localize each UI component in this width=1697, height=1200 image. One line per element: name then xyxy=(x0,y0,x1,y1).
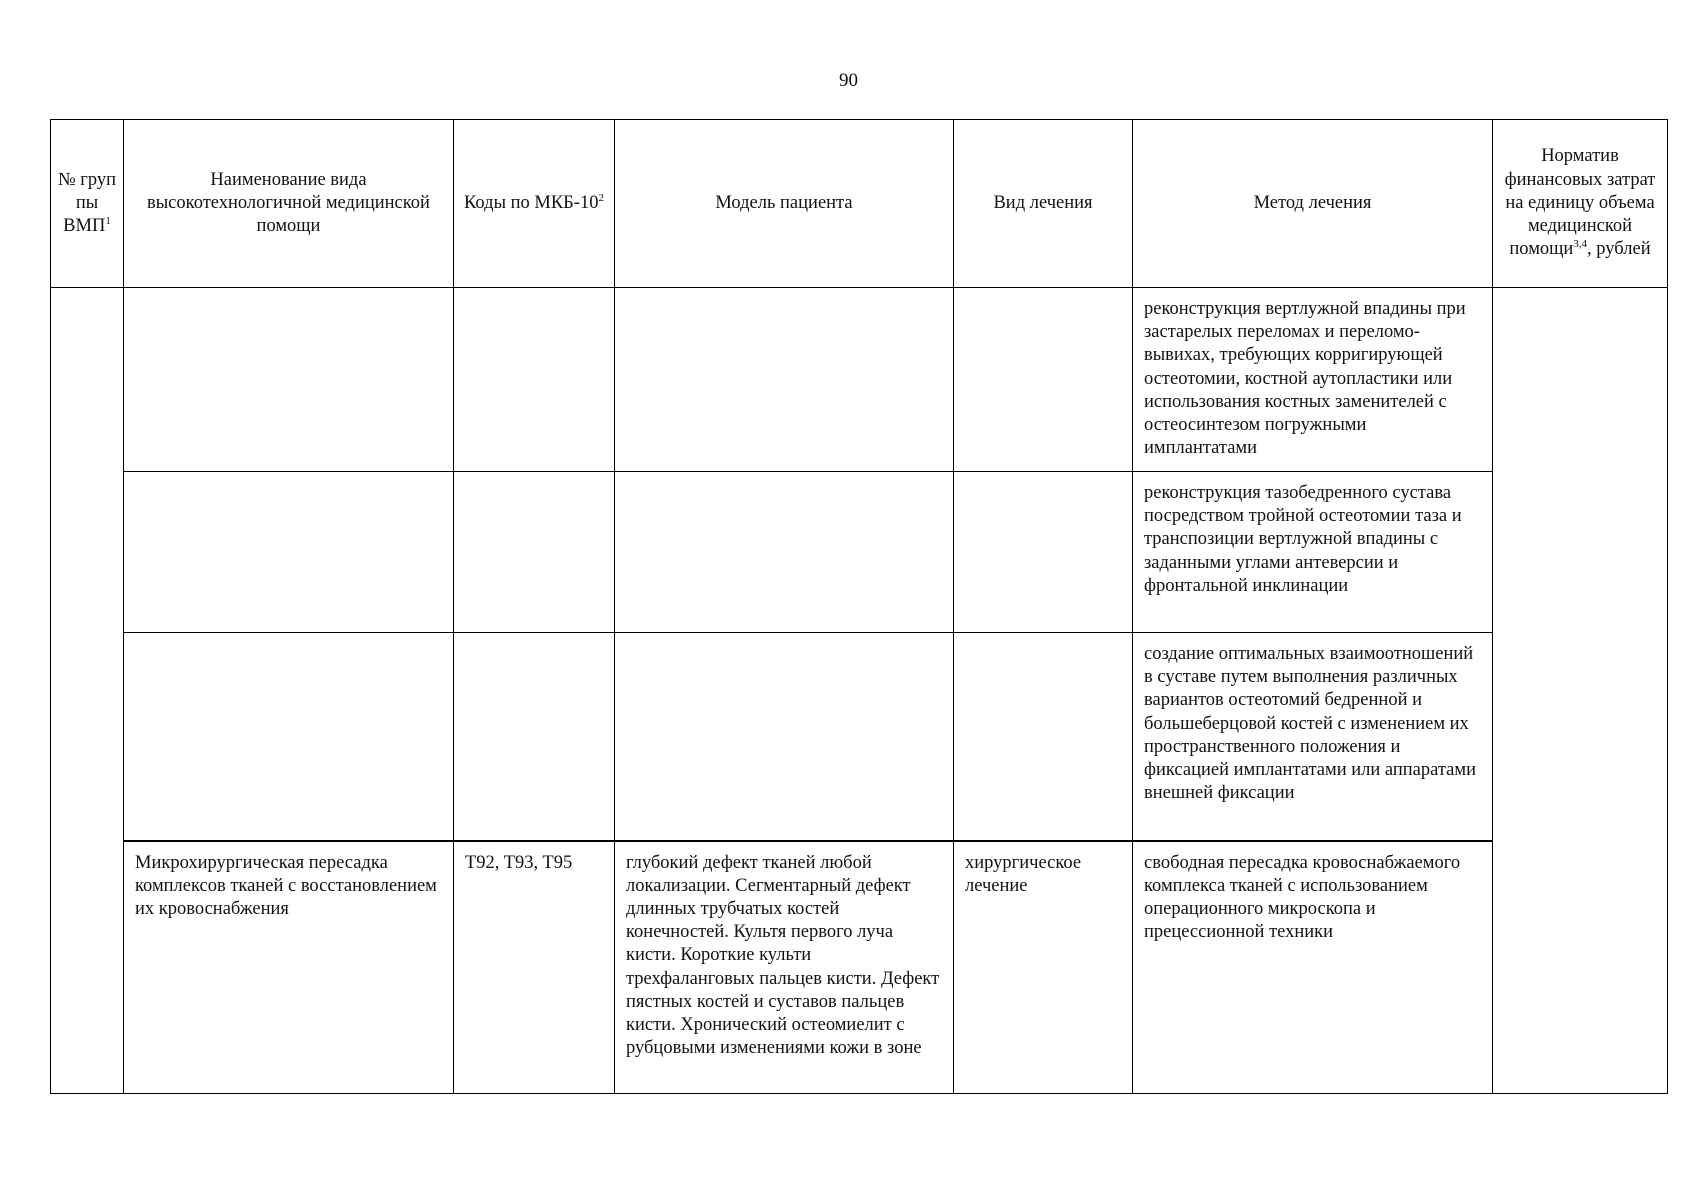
name-cell xyxy=(124,633,454,841)
type-cell xyxy=(954,633,1133,841)
codes-text: T92, T93, T95 xyxy=(465,852,573,873)
codes-cell xyxy=(454,841,615,1094)
name-text: Микрохирургическая пересадка комплексов тканей с восстановлением их кровоснабжения xyxy=(135,852,437,919)
type-cell xyxy=(954,841,1133,1094)
model-cell xyxy=(615,633,954,841)
table-row xyxy=(51,472,1668,633)
header-icd-codes: Коды по МКБ-$10^2$ xyxy=(454,120,615,288)
method-cell xyxy=(1133,841,1493,1094)
method-cell xyxy=(1133,288,1493,472)
codes-cell xyxy=(454,472,615,633)
type-cell xyxy=(954,472,1133,633)
method-cell xyxy=(1133,472,1493,633)
model-cell xyxy=(615,472,954,633)
table-row xyxy=(51,633,1668,841)
header-treatment-type: Вид лечения xyxy=(954,120,1133,288)
method-cell xyxy=(1133,633,1493,841)
table-row xyxy=(51,841,1668,1094)
method-text: реконструкция тазобедренного сустава посредством тройной остеотомии таза и транспозиции вертлужной впадины с заданными углами антеверсии и фронтальной инклинации xyxy=(1144,483,1462,596)
header-norm: Норматив финансовых затрат на единицу объема медицинской помощи$^{3,4}$, рублей xyxy=(1493,120,1668,288)
type-text: хирургическое лечение xyxy=(965,852,1082,896)
type-cell xyxy=(954,288,1133,472)
model-cell xyxy=(615,841,954,1094)
page-number: 90 xyxy=(839,70,858,91)
header-name: Наименование вида высокотехнологичной медицинской помощи xyxy=(124,120,454,288)
model-text: глубокий дефект тканей любой локализации. Сегментарный дефект длинных трубчатых костей конечностей. Культя первого луча кисти. Короткие культи трехфаланговых пальцев кисти. Дефект пястных костей и суставов пальцев кисти. Хронический остеомиелит с рубцовыми изменениями кожи в зоне xyxy=(626,852,940,1059)
method-text: реконструкция вертлужной впадины при застарелых переломах и переломо-вывихах, требующих корригирующей остеотомии, костной аутопластики или использования костных заменителей с остеосинтезом погружными имплантатами xyxy=(1144,299,1466,459)
method-text: создание оптимальных взаимоотношений в суставе путем выполнения различных вариантов остеотомий бедренной и большеберцовой костей с изменением их пространственного положения и фиксацией имплантатами или аппаратами внешней фиксации xyxy=(1144,644,1476,804)
name-cell xyxy=(124,841,454,1094)
norm-cell xyxy=(1493,288,1668,1094)
name-cell xyxy=(124,472,454,633)
codes-cell xyxy=(454,633,615,841)
group-no-cell xyxy=(51,288,124,1094)
header-treatment-method: Метод лечения xyxy=(1133,120,1493,288)
table-header-row xyxy=(51,120,1668,288)
codes-cell xyxy=(454,288,615,472)
header-patient-model: Модель пациента xyxy=(615,120,954,288)
header-group-no: № груп пы ВМП$^1$ xyxy=(51,120,124,288)
name-cell xyxy=(124,288,454,472)
table-row xyxy=(51,288,1668,472)
model-cell xyxy=(615,288,954,472)
vmp-table xyxy=(50,119,1668,1094)
method-text: свободная пересадка кровоснабжаемого комплекса тканей с использованием операционного микроскопа и прецессионной техники xyxy=(1144,852,1461,943)
